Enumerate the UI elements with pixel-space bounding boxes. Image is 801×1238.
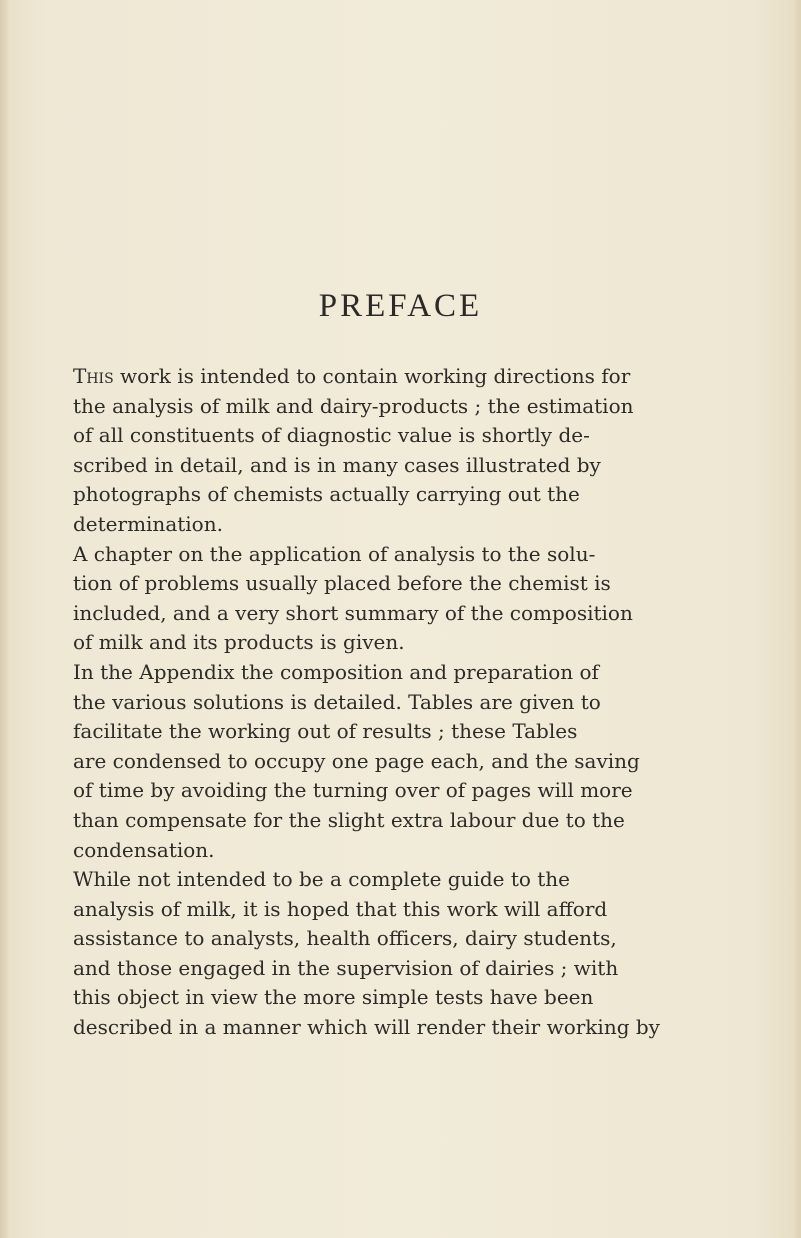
text-line: of milk and its products is given. <box>73 630 405 655</box>
page-edge-left <box>0 0 10 1238</box>
text-line: assistance to analysts, health officers, dairy students, <box>73 926 617 951</box>
page-heading: PREFACE <box>318 288 483 324</box>
text-line: of time by avoiding the turning over of pages will more <box>73 778 633 803</box>
text-line: are condensed to occupy one page each, and the saving <box>73 748 640 773</box>
text-line: this object in view the more simple tests have been <box>73 985 594 1010</box>
text-line: analysis of milk, it is hoped that this work will afford <box>73 896 608 921</box>
preface-body <box>73 362 660 1043</box>
text-line: condensation. <box>73 837 215 862</box>
text-line: than compensate for the slight extra labour due to the <box>73 807 625 832</box>
paragraph-lead-word: This <box>73 364 114 388</box>
text-line: tion of problems usually placed before the chemist is <box>73 571 611 596</box>
text-line: A chapter on the application of analysis to the solu- <box>73 541 596 566</box>
text-line: the analysis of milk and dairy-products ; the estimation <box>73 393 634 418</box>
text-line: of all constituents of diagnostic value is shortly de- <box>73 423 590 448</box>
text-line: scribed in detail, and is in many cases illustrated by <box>73 452 601 477</box>
text-line: determination. <box>73 511 223 536</box>
text-line: While not intended to be a complete guide to the <box>73 867 571 892</box>
text-line: facilitate the working out of results ; these Tables <box>73 719 578 744</box>
text-line: included, and a very short summary of the composition <box>73 600 633 625</box>
text-line: and those engaged in the supervision of dairies ; with <box>73 955 619 980</box>
text-line: In the Appendix the composition and preparation of <box>73 659 599 684</box>
text-line: photographs of chemists actually carrying out the <box>73 482 580 507</box>
text-line: This work is intended to contain working directions for <box>73 364 631 388</box>
text-line: the various solutions is detailed. Tables are given to <box>73 689 601 714</box>
text-line: described in a manner which will render their working by <box>73 1015 660 1040</box>
page-edge-right <box>793 0 801 1238</box>
